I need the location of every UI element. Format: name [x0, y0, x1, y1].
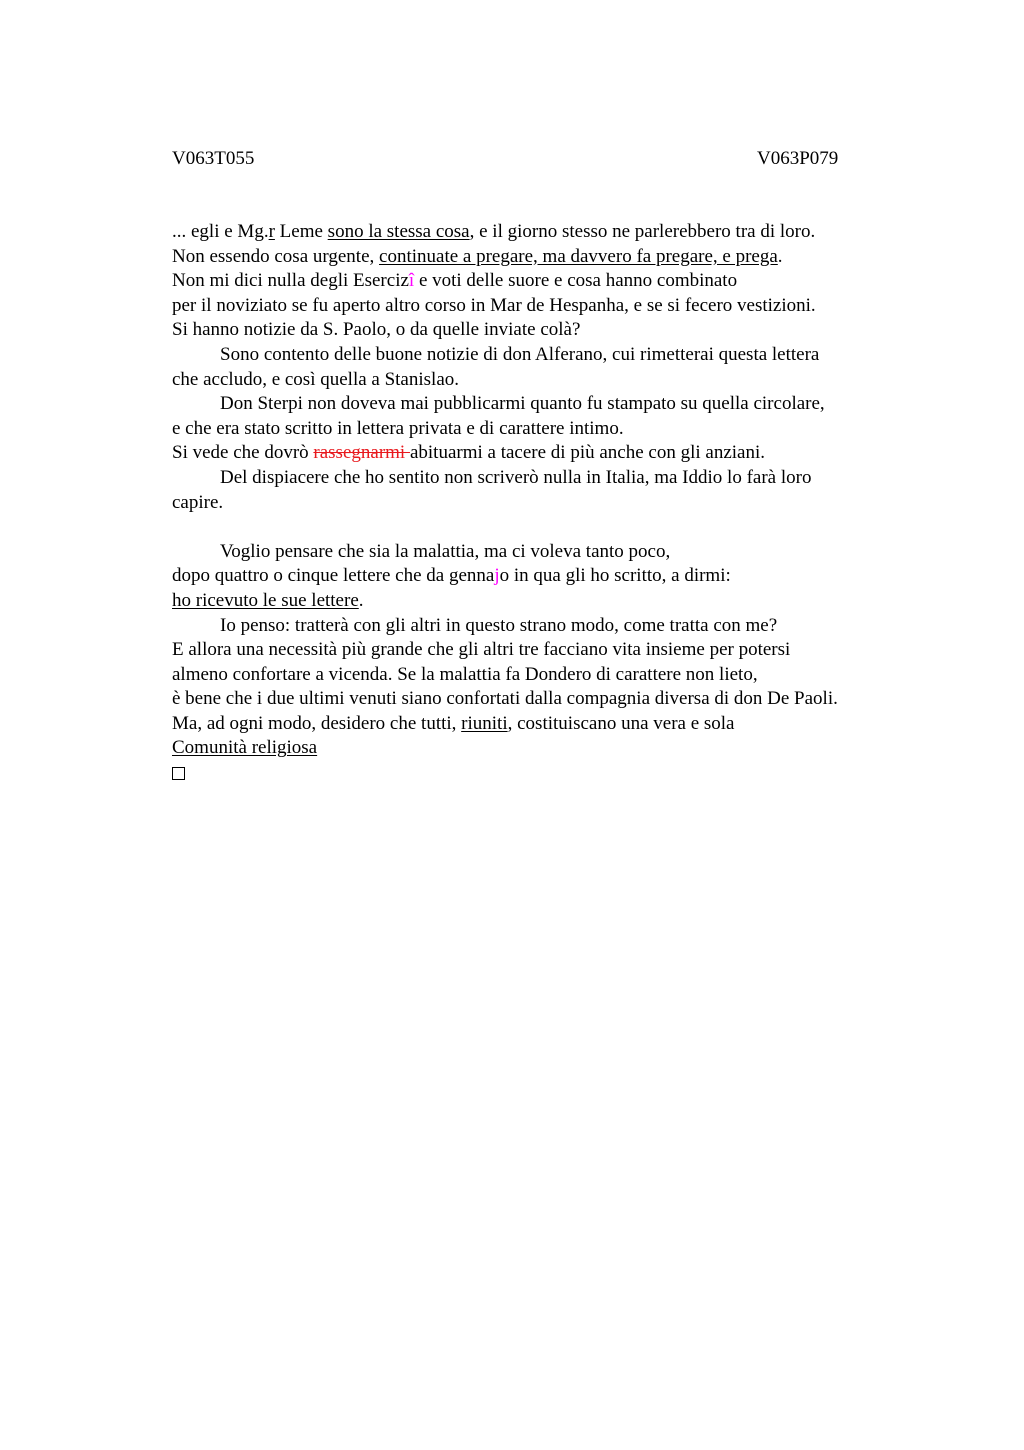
- text-line: che accludo, e così quella a Stanislao.: [172, 368, 460, 390]
- text-run: dopo quattro o cinque lettere che da genna: [172, 565, 495, 587]
- text-line: è bene che i due ultimi venuti siano confortati dalla compagnia diversa di don De Paoli.: [172, 688, 838, 710]
- end-marker-box: [172, 761, 932, 786]
- document-code-right: V063P079: [757, 148, 839, 169]
- text-run: Non essendo cosa urgente,: [172, 245, 380, 267]
- text-line: [172, 564, 932, 589]
- text-line: Io penso: tratterà con gli altri in questo strano modo, come tratta con me?: [220, 614, 778, 636]
- text-line: [172, 220, 932, 245]
- text-run: e voti delle suore e cosa hanno combinato: [414, 270, 738, 292]
- text-run: .: [358, 589, 364, 611]
- deleted-text: rassegnarmi: [313, 442, 410, 464]
- text-line: Del dispiacere che ho sentito non scriverò nulla in Italia, ma Iddio lo farà loro: [220, 466, 812, 488]
- document-code-left: V063T055: [172, 148, 255, 169]
- text-run: , e il giorno stesso ne parlerebbero tra di loro.: [469, 221, 816, 242]
- text-run: Non mi dici nulla degli Eserciz: [172, 270, 409, 292]
- text-run: o in qua gli ho scritto, a dirmi:: [499, 565, 731, 587]
- text-line: Sono contento delle buone notizie di don Alferano, cui rimetterai questa lettera: [220, 343, 820, 365]
- text-line: [172, 245, 932, 270]
- letter-body: [172, 220, 932, 786]
- text-run: abituarmi a tacere di più anche con gli anziani.: [409, 442, 766, 464]
- text-line: [172, 269, 932, 294]
- text-run: Ma, ad ogni modo, desidero che tutti,: [172, 712, 462, 734]
- text-line: [172, 589, 932, 614]
- underlined-text: r: [268, 221, 275, 242]
- inserted-text: î: [408, 270, 415, 292]
- text-line: E allora una necessità più grande che gli altri tre facciano vita insieme per potersi: [172, 639, 791, 661]
- text-line: [172, 712, 932, 737]
- text-line: capire.: [172, 491, 224, 513]
- text-line: [172, 441, 932, 466]
- underlined-text: continuate a pregare, ma davvero fa pregare, e prega: [379, 245, 778, 267]
- text-line: per il noviziato se fu aperto altro corso in Mar de Hespanha, e se si fecero vestizioni.: [172, 294, 816, 316]
- underlined-text: ho ricevuto le sue lettere: [172, 589, 359, 611]
- blank-line: [172, 515, 932, 540]
- text-line: Si hanno notizie da S. Paolo, o da quelle inviate colà?: [172, 319, 581, 341]
- underlined-text: Comunità religiosa: [172, 737, 318, 759]
- underlined-text: sono la stessa cosa: [327, 221, 470, 242]
- square-icon: [172, 767, 185, 780]
- text-line: Voglio pensare che sia la malattia, ma ci voleva tanto poco,: [220, 540, 671, 562]
- text-line: Don Sterpi non doveva mai pubblicarmi quanto fu stampato su quella circolare,: [220, 393, 825, 415]
- text-line: almeno confortare a vicenda. Se la malattia fa Dondero di carattere non lieto,: [172, 663, 758, 685]
- inserted-text: j: [494, 565, 500, 587]
- text-run: Si vede che dovrò: [172, 442, 314, 464]
- text-run: ... egli e Mg.: [172, 221, 269, 242]
- text-run: , costituiscano una vera e sola: [507, 712, 735, 734]
- text-line: [172, 736, 932, 761]
- text-line: e che era stato scritto in lettera privata e di carattere intimo.: [172, 417, 624, 439]
- text-run: .: [777, 245, 783, 267]
- underlined-text: riuniti: [461, 712, 508, 734]
- text-run: Leme: [274, 221, 328, 242]
